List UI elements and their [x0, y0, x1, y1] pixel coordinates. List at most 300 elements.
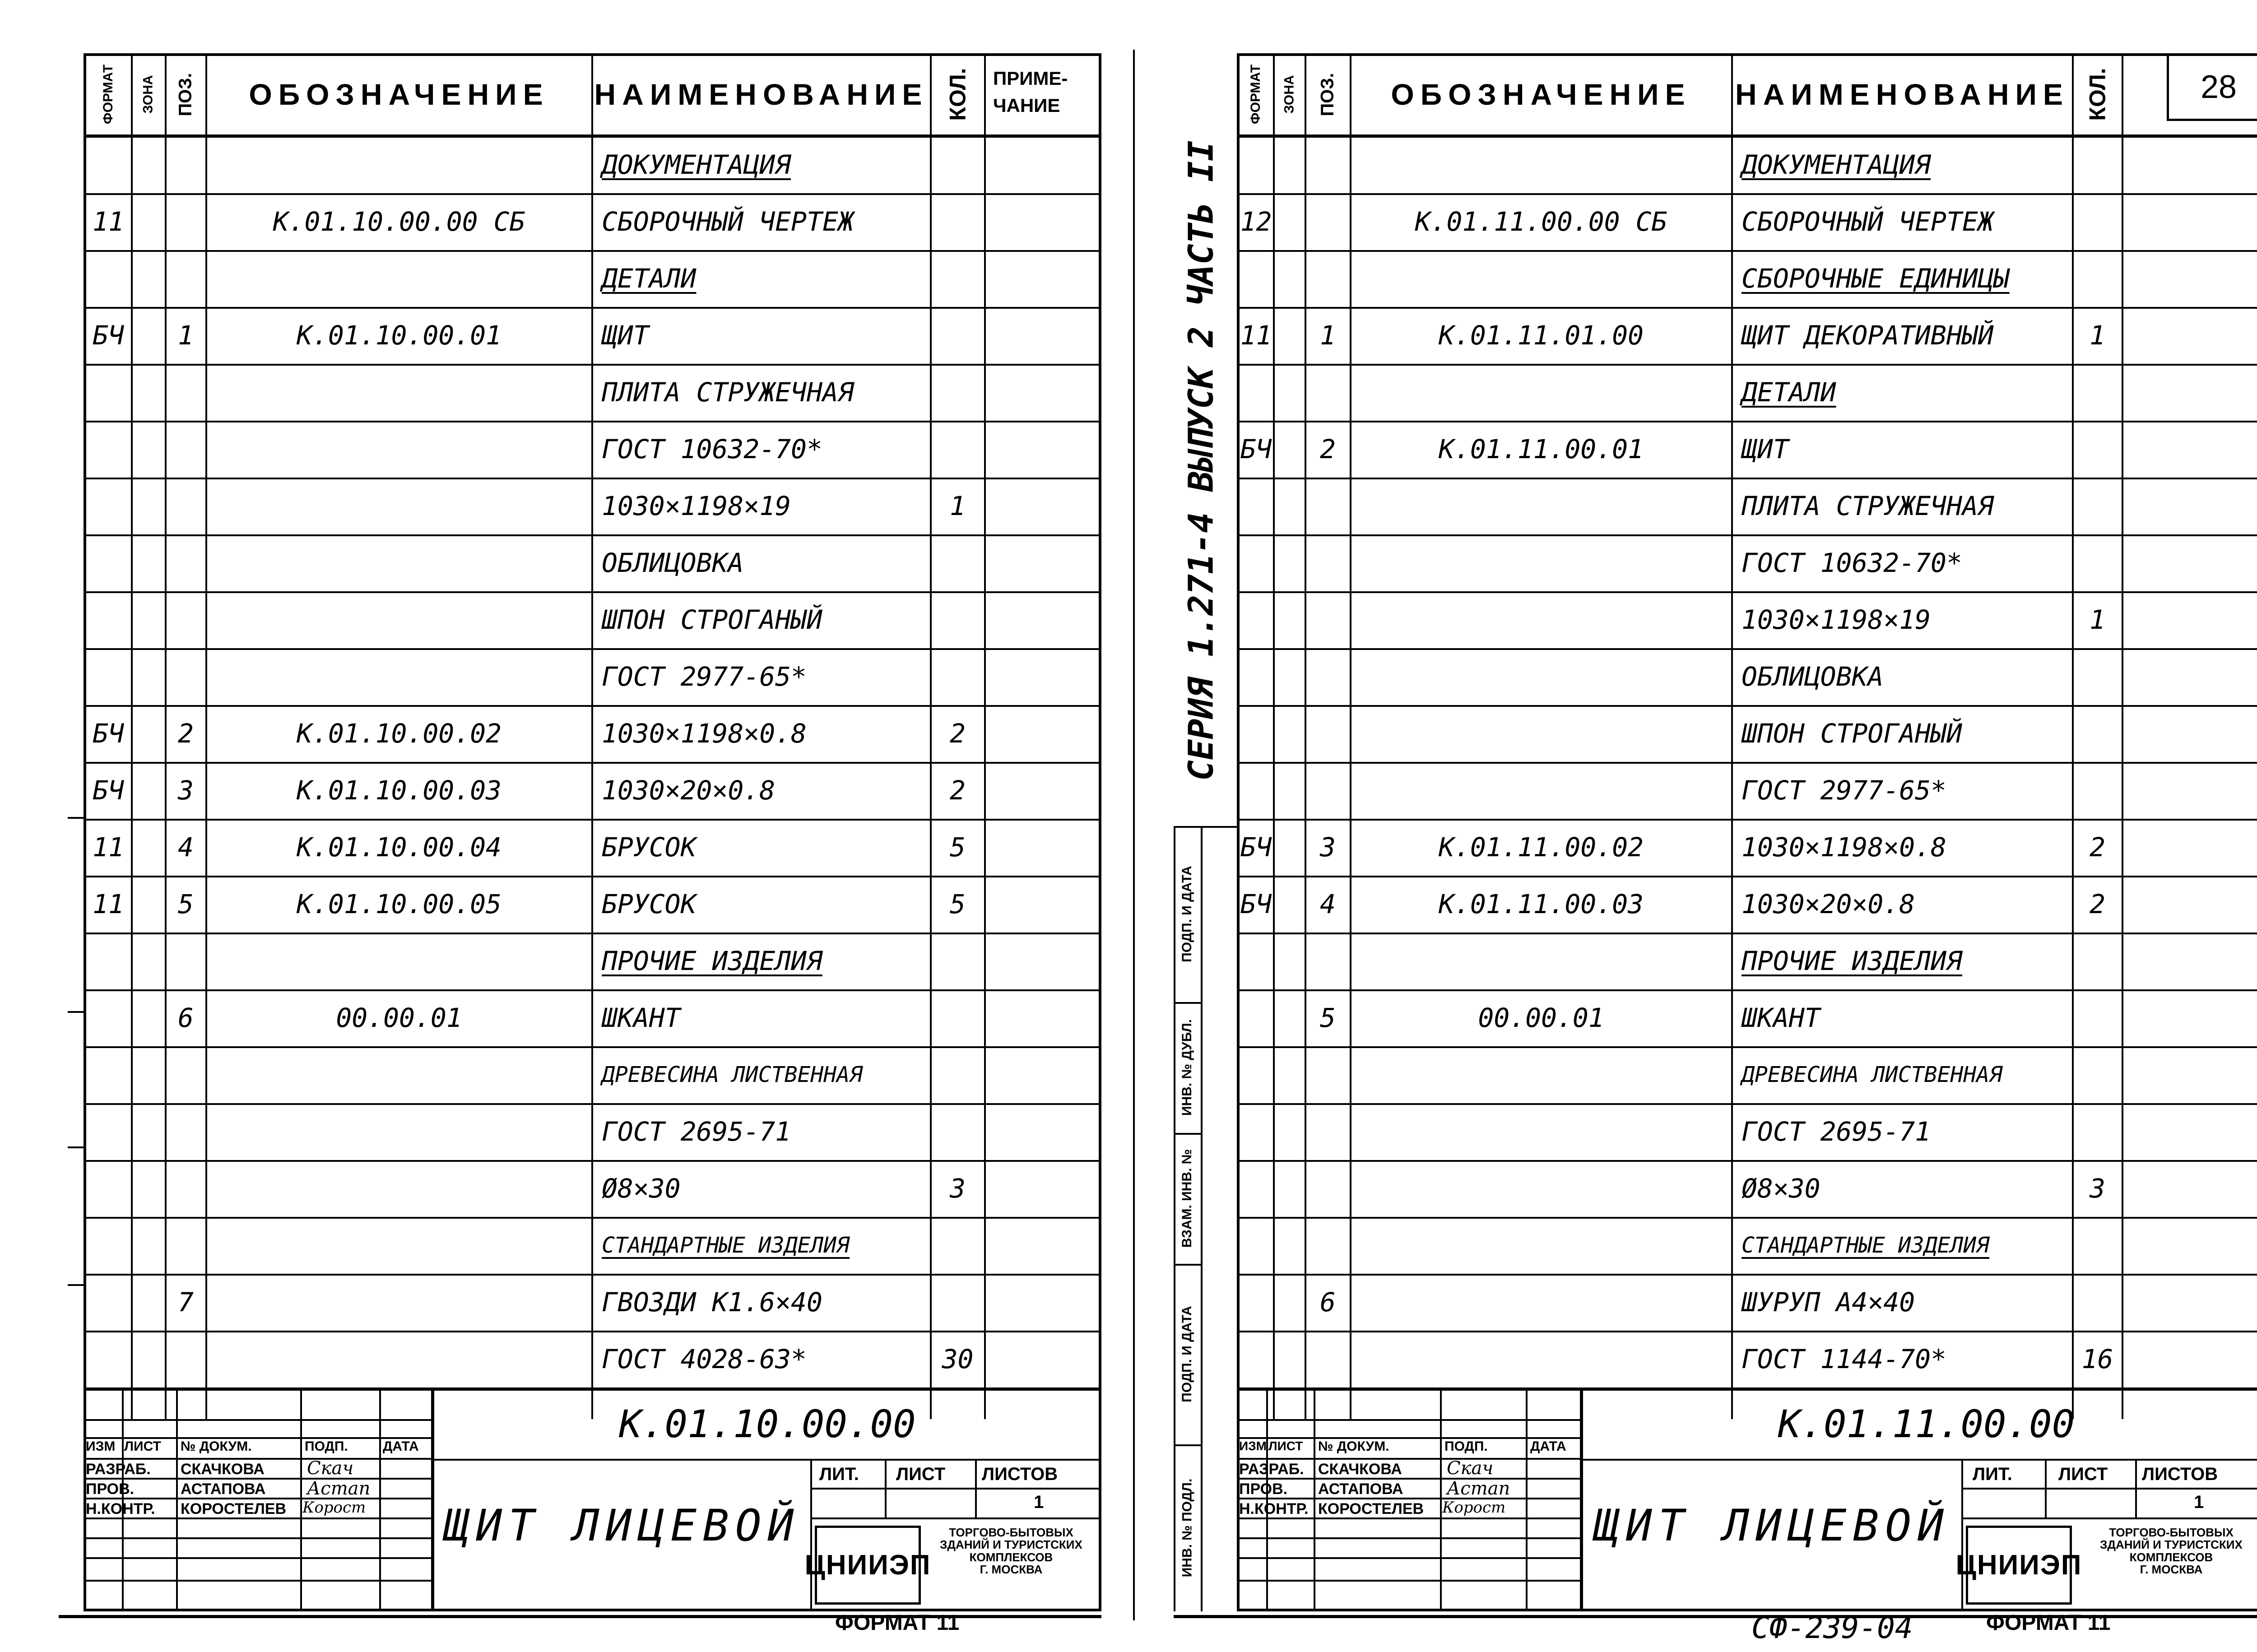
row-name: ШПОН СТРОГАНЫЙ: [602, 604, 822, 635]
row-designation: [1351, 648, 1731, 705]
row-format: [1239, 1274, 1273, 1331]
row-quantity: [2073, 1046, 2122, 1103]
row-designation: К.01.10.00.05: [297, 889, 502, 919]
right-signature: Корост: [1442, 1499, 1506, 1517]
row-name: 1030×1198×19: [602, 491, 791, 521]
row-position: 3: [178, 775, 194, 806]
row-position: [1306, 648, 1350, 705]
right-stamp-col: [1526, 1387, 1528, 1611]
row-quantity: 3: [950, 1173, 966, 1204]
row-name: ГОСТ 2695-71: [1742, 1116, 1931, 1147]
row-name: ШКАНТ: [602, 1002, 681, 1033]
row-designation: К.01.11.00.00 СБ: [1415, 206, 1667, 237]
row-position: 4: [178, 832, 194, 863]
row-name: СБОРОЧНЫЙ ЧЕРТЕЖ: [602, 206, 854, 237]
row-name: СТАНДАРТНЫЕ ИЗДЕЛИЯ: [602, 1233, 850, 1258]
left-org-logo: ЦНИИЭП: [815, 1526, 921, 1605]
row-format: [1239, 136, 1273, 193]
row-quantity: 1: [2090, 604, 2105, 635]
row-format: [86, 591, 131, 648]
right-org-line: Г. МОСКВА: [2140, 1562, 2203, 1576]
row-quantity: [2073, 648, 2122, 705]
row-quantity: [2073, 762, 2122, 819]
row-name: ДЕТАЛИ: [602, 263, 697, 294]
right-col-line: [1273, 53, 1275, 1419]
row-designation: [1351, 1217, 1731, 1274]
row-designation: [207, 478, 591, 534]
row-format: [86, 1046, 131, 1103]
row-quantity: 2: [2090, 889, 2105, 919]
right-stamp-line: [1237, 1580, 1580, 1582]
right-stamp-line: [1237, 1458, 1580, 1460]
left-stamp-person: КОРОСТЕЛЕВ: [181, 1500, 287, 1517]
row-designation: [1351, 1274, 1731, 1331]
row-position: [166, 1331, 205, 1387]
left-stamp-title: ЩИТ ЛИЦЕВОЙ: [443, 1500, 800, 1551]
right-stamp-code: К.01.11.00.00: [1778, 1402, 2075, 1446]
row-designation: 00.00.01: [1478, 1002, 1604, 1033]
row-designation: К.01.11.00.03: [1439, 889, 1644, 919]
row-name: ГОСТ 1144-70*: [1742, 1344, 1946, 1374]
right-org-line: ТОРГОВО-БЫТОВЫХ: [2109, 1526, 2234, 1539]
row-designation: [207, 1331, 591, 1387]
row-position: 2: [1320, 434, 1336, 464]
row-quantity: [931, 250, 984, 307]
row-quantity: 30: [942, 1344, 974, 1374]
right-stamp-h-izm: ИЗМ: [1239, 1439, 1267, 1453]
right-header-pos: ПОЗ.: [1317, 72, 1337, 116]
row-format: [1239, 534, 1273, 591]
row-format: [86, 534, 131, 591]
row-format: БЧ: [1240, 434, 1272, 464]
row-designation: К.01.11.00.01: [1439, 434, 1644, 464]
row-position: [1306, 1331, 1350, 1387]
row-quantity: [931, 534, 984, 591]
row-name: ЩИТ: [602, 320, 649, 351]
right-header-zone: ЗОНА: [1282, 75, 1297, 114]
right-stamp-line: [1237, 1537, 1580, 1539]
row-format: [1239, 705, 1273, 762]
row-quantity: [2073, 136, 2122, 193]
right-format-label: ФОРМАТ 11: [1986, 1611, 2111, 1635]
row-position: [1306, 762, 1350, 819]
left-org-name: [923, 1527, 1099, 1576]
row-designation: [207, 136, 591, 193]
left-org-line: ТОРГОВО-БЫТОВЫХ: [949, 1526, 1073, 1539]
row-format: [1239, 364, 1273, 421]
row-quantity: [2073, 534, 2122, 591]
left-stamp-person: СКАЧКОВА: [181, 1461, 265, 1478]
row-position: 5: [1320, 1002, 1336, 1033]
row-position: [1306, 136, 1350, 193]
row-position: 7: [178, 1287, 194, 1318]
row-designation: [1351, 762, 1731, 819]
row-quantity: [2073, 1274, 2122, 1331]
side-labels-inner-border: [1201, 826, 1203, 1611]
right-stamp-line: [1237, 1498, 1580, 1499]
row-quantity: 5: [950, 889, 966, 919]
row-name: 1030×1198×19: [1742, 604, 1931, 635]
left-header-designation: ОБОЗНАЧЕНИЕ: [249, 78, 549, 111]
row-position: [1306, 705, 1350, 762]
row-name: ГОСТ 4028-63*: [602, 1344, 807, 1374]
row-format: [1239, 1103, 1273, 1160]
row-name: ГОСТ 2695-71: [602, 1116, 791, 1147]
row-position: [166, 648, 205, 705]
side-label-divider: [1174, 1133, 1201, 1135]
row-quantity: [2073, 250, 2122, 307]
left-bottom-rule: [59, 1615, 1101, 1618]
right-stamp-lit: ЛИТ.: [1973, 1464, 2012, 1484]
row-position: [1306, 250, 1350, 307]
row-format: [86, 1274, 131, 1331]
row-quantity: 2: [950, 775, 966, 806]
row-format: [1239, 648, 1273, 705]
row-quantity: [931, 1274, 984, 1331]
left-col-line: [984, 53, 986, 1419]
row-position: [166, 534, 205, 591]
row-name: ОБЛИЦОВКА: [1742, 661, 1884, 692]
row-designation: [207, 591, 591, 648]
left-stamp-role: ПРОВ.: [86, 1480, 135, 1498]
row-quantity: [2073, 193, 2122, 250]
row-position: [166, 250, 205, 307]
right-header-format: ФОРМАТ: [1248, 64, 1263, 125]
left-edge-tick: [68, 1146, 86, 1148]
left-signature: Астап: [307, 1478, 371, 1499]
right-stamp-h-podp: ПОДП.: [1444, 1439, 1488, 1454]
row-format: 11: [1240, 320, 1272, 351]
row-position: [1306, 1160, 1350, 1217]
page-number-box: 28: [2167, 53, 2257, 121]
right-stamp-col: [1961, 1459, 1963, 1611]
row-quantity: 2: [2090, 832, 2105, 863]
row-name: ЩИТ ДЕКОРАТИВНЫЙ: [1742, 320, 1994, 351]
row-format: [86, 1103, 131, 1160]
right-stamp-role: ПРОВ.: [1239, 1480, 1288, 1498]
row-quantity: [931, 136, 984, 193]
row-quantity: [2073, 1217, 2122, 1274]
row-quantity: 16: [2081, 1344, 2113, 1374]
right-stamp-sheets-val: 1: [2194, 1492, 2204, 1512]
row-designation: [1351, 534, 1731, 591]
row-position: 2: [178, 718, 194, 749]
row-quantity: [2073, 1103, 2122, 1160]
row-position: [1306, 1103, 1350, 1160]
row-quantity: [931, 1046, 984, 1103]
row-position: [1306, 478, 1350, 534]
row-name: ГОСТ 2977-65*: [1742, 775, 1946, 806]
row-position: [166, 1160, 205, 1217]
row-name: ГВОЗДИ К1.6×40: [602, 1287, 822, 1318]
row-designation: [207, 421, 591, 478]
row-name: ДОКУМЕНТАЦИЯ: [1742, 149, 1931, 180]
row-quantity: [931, 591, 984, 648]
right-header-designation: ОБОЗНАЧЕНИЕ: [1391, 78, 1691, 111]
row-name: ШКАНТ: [1742, 1002, 1820, 1033]
row-name: Ø8×30: [602, 1173, 681, 1204]
row-designation: [207, 1103, 591, 1160]
row-name: 1030×1198×0.8: [602, 718, 807, 749]
row-position: [166, 1046, 205, 1103]
row-format: [1239, 478, 1273, 534]
row-name: СТАНДАРТНЫЕ ИЗДЕЛИЯ: [1742, 1233, 1990, 1258]
right-stamp-col: [1266, 1387, 1268, 1611]
row-quantity: [931, 989, 984, 1046]
row-position: [166, 364, 205, 421]
row-format: [86, 933, 131, 989]
right-stamp-person: СКАЧКОВА: [1318, 1461, 1402, 1478]
side-label-podp-date: ПОДП. И ДАТА: [1180, 1306, 1194, 1402]
row-format: 11: [93, 832, 124, 863]
row-format: БЧ: [93, 718, 124, 749]
row-format: [1239, 933, 1273, 989]
row-designation: [1351, 136, 1731, 193]
right-stamp-sheet: ЛИСТ: [2058, 1464, 2108, 1484]
left-header-name: НАИМЕНОВАНИЕ: [594, 78, 929, 111]
row-designation: [207, 1217, 591, 1274]
row-position: [166, 421, 205, 478]
left-stamp-h-doc: № ДОКУМ.: [181, 1439, 252, 1454]
row-format: [86, 421, 131, 478]
row-name: ПЛИТА СТРУЖЕЧНАЯ: [1742, 491, 1994, 521]
row-name: ДРЕВЕСИНА ЛИСТВЕННАЯ: [602, 1062, 863, 1087]
row-quantity: [2073, 421, 2122, 478]
row-format: [86, 478, 131, 534]
right-stamp-role: Н.КОНТР.: [1239, 1500, 1309, 1517]
row-position: 6: [1320, 1287, 1336, 1318]
left-col-line: [131, 53, 133, 1419]
row-designation: К.01.10.00.01: [297, 320, 502, 351]
row-quantity: [2073, 989, 2122, 1046]
row-quantity: 5: [950, 832, 966, 863]
row-designation: [1351, 478, 1731, 534]
row-quantity: [2073, 933, 2122, 989]
row-format: [1239, 1046, 1273, 1103]
left-stamp-col: [122, 1387, 124, 1611]
left-stamp-h-podp: ПОДП.: [305, 1439, 348, 1454]
right-signature: Астап: [1447, 1478, 1510, 1499]
row-designation: [1351, 591, 1731, 648]
side-label-podp-date-2: ПОДП. И ДАТА: [1180, 866, 1194, 962]
row-quantity: [931, 1217, 984, 1274]
row-format: [86, 250, 131, 307]
right-doc-number: СФ-239-04: [1751, 1610, 1913, 1645]
row-position: 4: [1320, 889, 1336, 919]
row-designation: [207, 364, 591, 421]
row-designation: К.01.10.00.03: [297, 775, 502, 806]
row-name: ЩИТ: [1742, 434, 1789, 464]
row-name: СБОРОЧНЫЕ ЕДИНИЦЫ: [1742, 263, 2010, 294]
row-format: БЧ: [93, 775, 124, 806]
left-org-line: КОМПЛЕКСОВ: [969, 1550, 1053, 1564]
row-position: 1: [1320, 320, 1336, 351]
row-designation: [1351, 250, 1731, 307]
row-name: ДРЕВЕСИНА ЛИСТВЕННАЯ: [1742, 1062, 2002, 1087]
row-quantity: 1: [2090, 320, 2105, 351]
row-position: [1306, 534, 1350, 591]
row-format: [1239, 989, 1273, 1046]
row-quantity: [931, 364, 984, 421]
left-edge-tick: [68, 1011, 86, 1013]
right-bottom-rule: [1174, 1615, 2257, 1618]
right-org-line: ЗДАНИЙ И ТУРИСТСКИХ: [2100, 1538, 2243, 1552]
row-name: ШУРУП А4×40: [1742, 1287, 1915, 1318]
row-position: [1306, 1046, 1350, 1103]
row-format: [86, 989, 131, 1046]
left-org-line: Г. МОСКВА: [980, 1562, 1043, 1576]
row-format: 11: [93, 206, 124, 237]
row-position: [166, 136, 205, 193]
right-header-qty: КОЛ.: [2085, 68, 2110, 121]
row-designation: К.01.10.00.02: [297, 718, 502, 749]
row-position: [1306, 591, 1350, 648]
left-stamp-sheets: ЛИСТОВ: [982, 1464, 1058, 1484]
row-quantity: 2: [950, 718, 966, 749]
left-stamp-mid: [431, 1459, 1101, 1461]
row-designation: [207, 1274, 591, 1331]
row-name: БРУСОК: [602, 832, 697, 863]
row-quantity: 3: [2090, 1173, 2105, 1204]
left-header-pos: ПОЗ.: [176, 72, 196, 116]
row-position: 1: [178, 320, 194, 351]
row-designation: [1351, 1103, 1731, 1160]
row-quantity: [931, 933, 984, 989]
left-stamp-col: [810, 1459, 812, 1611]
row-designation: [1351, 1331, 1731, 1387]
row-format: [1239, 250, 1273, 307]
right-stamp-line: [1237, 1419, 1580, 1421]
left-stamp-col: [300, 1387, 302, 1611]
right-org-line: КОМПЛЕКСОВ: [2129, 1550, 2213, 1564]
row-name: ПРОЧИЕ ИЗДЕЛИЯ: [1742, 946, 1962, 976]
left-stamp-line: [810, 1488, 1101, 1490]
row-quantity: [2073, 478, 2122, 534]
right-header-name: НАИМЕНОВАНИЕ: [1735, 78, 2069, 111]
row-quantity: [931, 193, 984, 250]
series-label: СЕРИЯ 1.271-4 ВЫПУСК 2 ЧАСТЬ II: [1180, 140, 1221, 781]
row-designation: К.01.11.00.02: [1439, 832, 1644, 863]
row-name: ГОСТ 2977-65*: [602, 661, 807, 692]
left-stamp-sheet: ЛИСТ: [896, 1464, 946, 1484]
row-format: [1239, 762, 1273, 819]
row-designation: [1351, 933, 1731, 989]
right-org-logo: ЦНИИЭП: [1966, 1526, 2072, 1605]
row-quantity: [931, 648, 984, 705]
row-position: 6: [178, 1002, 194, 1033]
left-header-note-2: ЧАНИЕ: [993, 95, 1060, 116]
left-stamp-h-list: ЛИСТ: [124, 1439, 161, 1454]
left-stamp-person: АСТАПОВА: [181, 1480, 266, 1498]
row-designation: 00.00.01: [336, 1002, 462, 1033]
row-name: СБОРОЧНЫЙ ЧЕРТЕЖ: [1742, 206, 1994, 237]
row-designation: [1351, 1046, 1731, 1103]
left-stamp-h-izm: ИЗМ: [86, 1439, 116, 1454]
left-header-qty: КОЛ.: [945, 68, 971, 121]
row-format: [86, 136, 131, 193]
row-designation: [1351, 364, 1731, 421]
left-signature: Корост: [302, 1499, 366, 1517]
row-quantity: [931, 421, 984, 478]
row-position: [1306, 933, 1350, 989]
row-quantity: [2073, 705, 2122, 762]
row-name: ПЛИТА СТРУЖЕЧНАЯ: [602, 377, 854, 408]
row-position: [166, 591, 205, 648]
row-format: [1239, 1160, 1273, 1217]
row-name: 1030×20×0.8: [602, 775, 776, 806]
row-designation: [207, 933, 591, 989]
side-label-inv-podl: ИНВ. № ПОДЛ.: [1180, 1478, 1195, 1578]
left-stamp-role: РАЗРАБ.: [86, 1461, 151, 1478]
row-format: [1239, 591, 1273, 648]
right-stamp-person: КОРОСТЕЛЕВ: [1318, 1500, 1424, 1517]
right-col-line: [2122, 53, 2123, 1419]
row-position: [166, 478, 205, 534]
row-position: [166, 933, 205, 989]
right-stamp-h-list: ЛИСТ: [1268, 1439, 1303, 1453]
row-designation: К.01.10.00.04: [297, 832, 502, 863]
right-stamp-h-date: ДАТА: [1530, 1439, 1566, 1454]
right-stamp-sheets: ЛИСТОВ: [2142, 1464, 2218, 1484]
side-label-divider: [1174, 1444, 1201, 1446]
left-stamp-line: [810, 1517, 1101, 1519]
row-format: [1239, 1331, 1273, 1387]
center-fold-line: [1133, 50, 1135, 1620]
row-format: 12: [1240, 206, 1272, 237]
row-format: [86, 1217, 131, 1274]
row-format: [1239, 1217, 1273, 1274]
right-stamp-col: [1440, 1387, 1442, 1611]
row-format: БЧ: [1240, 832, 1272, 863]
right-stamp-line: [1237, 1557, 1580, 1559]
row-position: [1306, 1217, 1350, 1274]
left-edge-tick: [68, 1284, 86, 1286]
row-quantity: [2073, 364, 2122, 421]
right-signature: Скач: [1447, 1458, 1494, 1479]
row-name: БРУСОК: [602, 889, 697, 919]
row-name: ДЕТАЛИ: [1742, 377, 1836, 408]
row-name: ОБЛИЦОВКА: [602, 548, 744, 578]
left-edge-tick: [68, 817, 86, 819]
left-stamp-sheets-val: 1: [1034, 1492, 1044, 1512]
row-name: ГОСТ 10632-70*: [1742, 548, 1962, 578]
side-label-divider: [1174, 1264, 1201, 1266]
row-name: ГОСТ 10632-70*: [602, 434, 822, 464]
row-quantity: 1: [950, 491, 966, 521]
right-org-name: [2074, 1527, 2257, 1576]
left-stamp-code: К.01.10.00.00: [619, 1402, 916, 1446]
row-position: [166, 193, 205, 250]
row-designation: [207, 534, 591, 591]
left-header-zone: ЗОНА: [141, 75, 156, 114]
row-format: [86, 648, 131, 705]
row-designation: [207, 250, 591, 307]
left-stamp-lit: ЛИТ.: [819, 1464, 859, 1484]
row-designation: К.01.10.00.00 СБ: [273, 206, 525, 237]
row-name: ПРОЧИЕ ИЗДЕЛИЯ: [602, 946, 822, 976]
left-org-line: ЗДАНИЙ И ТУРИСТСКИХ: [940, 1538, 1082, 1552]
left-stamp-role: Н.КОНТР.: [86, 1500, 155, 1517]
row-position: [1306, 364, 1350, 421]
row-name: 1030×1198×0.8: [1742, 832, 1946, 863]
right-stamp-line: [1961, 1488, 2257, 1490]
row-quantity: [931, 307, 984, 364]
right-stamp-col: [1314, 1387, 1315, 1611]
row-position: [166, 1103, 205, 1160]
row-position: 3: [1320, 832, 1336, 863]
right-stamp-title: ЩИТ ЛИЦЕВОЙ: [1593, 1500, 1950, 1551]
right-stamp-line: [1961, 1517, 2257, 1519]
